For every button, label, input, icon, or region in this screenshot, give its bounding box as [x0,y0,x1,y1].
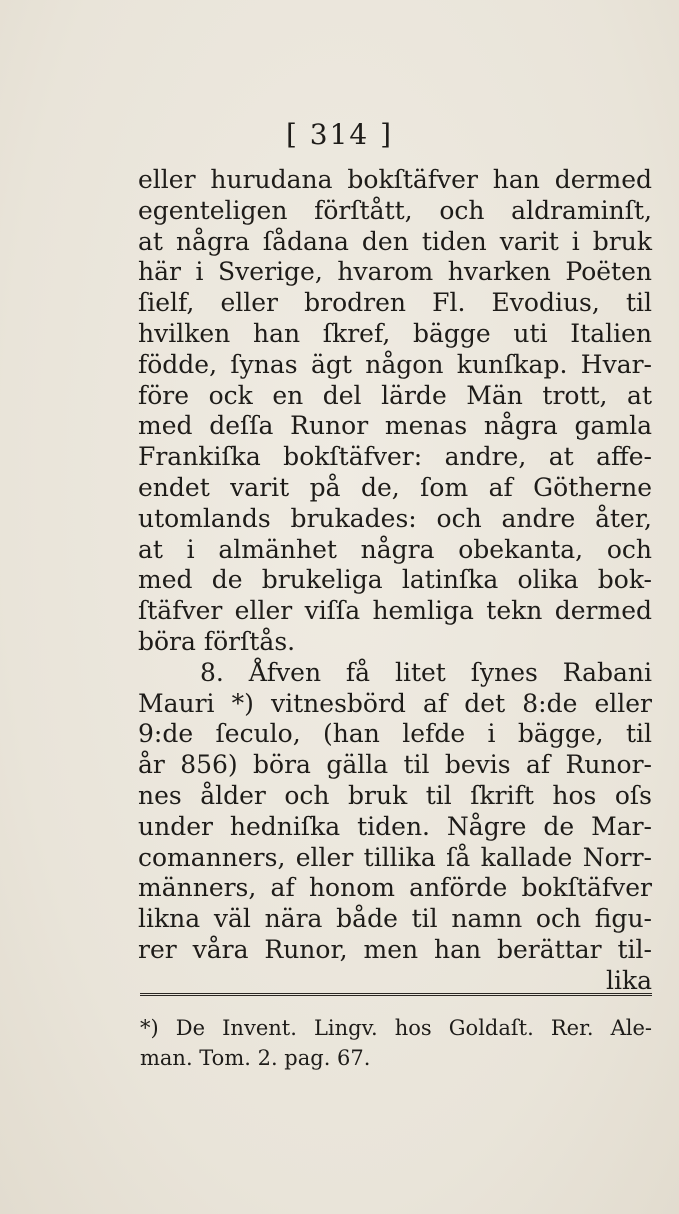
text-line: egenteligen förſtått, och aldraminſt, [138,195,652,225]
catchword: lika [605,965,652,995]
text-line: männers, af honom anförde bokſtäfver [138,873,652,903]
text-line: ſtäfver eller viſſa hemliga tekn dermed [138,596,652,626]
text-line: Mauri *) vitnesbörd af det 8:de eller [138,688,652,718]
text-line: at några ſådana den tiden varit i bruk [138,226,652,256]
text-line: 9:de ſeculo, (han lefde i bägge, til [138,719,652,749]
text-line: hvilken han ſkref, bägge uti Italien [138,318,652,348]
text-line: med de brukeliga latinſka olika bok- [138,565,652,595]
text-line: Frankiſka bokſtäfver: andre, at affe- [138,442,652,472]
footnote-divider [140,993,652,996]
text-line: år 856) böra gälla til bevis af Runor- [138,750,652,780]
footnote [140,1013,652,1073]
text-line: comanners, eller tillika ſå kallade Norr- [138,842,652,872]
text-line: utomlands brukades: och andre åter, [138,503,652,533]
text-line: ſielf, eller brodren Fl. Evodius, til [138,288,652,318]
footnote-line: man. Tom. 2. pag. 67. [140,1046,371,1070]
body-text [138,165,652,997]
text-line: 8. Åfven få litet ſynes Rabani [200,657,652,687]
text-line: här i Sverige, hvarom hvarken Poëten [138,257,652,287]
text-line: under hedniſka tiden. Någre de Mar- [138,811,652,841]
text-line: endet varit på de, ſom af Götherne [138,472,652,502]
footnote-line: *) De Invent. Lingv. hos Goldaſt. Rer. Ale- [140,1016,652,1040]
text-line: eller hurudana bokſtäfver han dermed [138,165,652,194]
text-line: före ock en del lärde Män trott, at [138,380,652,410]
text-line: med deſſa Runor menas några gamla [138,411,652,441]
text-line: rer våra Runor, men han berättar til- [138,934,652,964]
text-line: likna väl nära både til namn och figu- [138,904,652,934]
text-line: födde, ſynas ägt någon kunſkap. Hvar- [138,349,652,379]
text-line: nes ålder och bruk til ſkrift hos oſs [138,780,652,810]
text-line: böra förſtås. [138,626,296,656]
page-number: [ 314 ] [285,118,394,151]
text-line: at i almänhet några obekanta, och [138,534,652,564]
